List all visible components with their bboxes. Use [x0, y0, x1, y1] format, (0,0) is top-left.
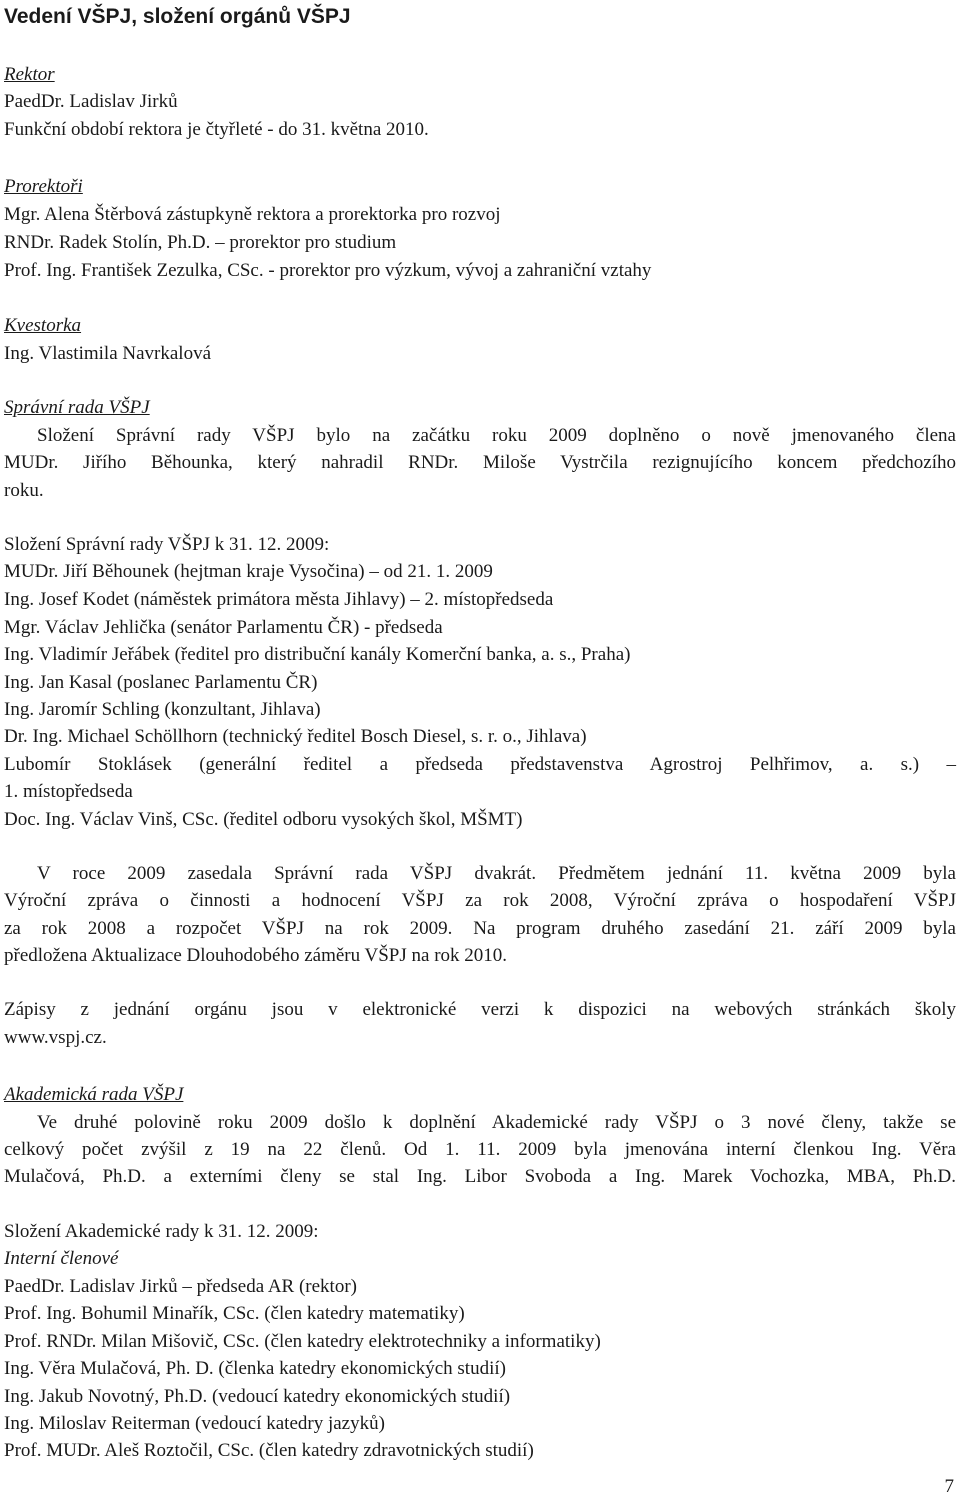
spravni-rada-member: Ing. Jaromír Schling (konzultant, Jihlava): [4, 699, 321, 720]
spravni-rada-meetings-line: V roce 2009 zasedala Správní rada VŠPJ dvakrát. Předmětem jednání 11. května 2009 byla: [37, 863, 956, 884]
akademicka-rada-intro-line: Ve druhé polovině roku 2009 došlo k doplnění Akademické rady VŠPJ o 3 nové členy, takže se: [37, 1112, 956, 1133]
spravni-rada-intro-line: MUDr. Jiřího Běhounka, který nahradil RNDr. Miloše Vystrčila rezignujícího koncem předchozího: [4, 452, 956, 473]
prorektor-item: RNDr. Radek Stolín, Ph.D. – prorektor pro studium: [4, 232, 397, 253]
spravni-rada-heading: Správní rada VŠPJ: [4, 397, 150, 418]
spravni-rada-member: Ing. Jan Kasal (poslanec Parlamentu ČR): [4, 672, 318, 693]
akademicka-rada-member: Ing. Miloslav Reiterman (vedoucí katedry jazyků): [4, 1413, 385, 1434]
akademicka-rada-member: Prof. MUDr. Aleš Roztočil, CSc. (člen katedry zdravotnických studií): [4, 1440, 534, 1461]
interni-clenove-heading: Interní členové: [4, 1248, 119, 1269]
spravni-rada-meetings-line: za rok 2008 a rozpočet VŠPJ na rok 2009. Na program druhého zasedání 21. září 2009 byla: [4, 918, 956, 939]
spravni-rada-records-line: www.vspj.cz.: [4, 1027, 107, 1048]
spravni-rada-composition-heading: Složení Správní rady VŠPJ k 31. 12. 2009:: [4, 534, 330, 555]
akademicka-rada-intro-line: Mulačová, Ph.D. a externími členy se stal Ing. Libor Svoboda a Ing. Marek Vochozka, MBA, Ph.D.: [4, 1166, 956, 1187]
spravni-rada-intro-line: roku.: [4, 480, 44, 501]
rektor-name: PaedDr. Ladislav Jirků: [4, 91, 178, 112]
akademicka-rada-member: Prof. RNDr. Milan Mišovič, CSc. (člen katedry elektrotechniky a informatiky): [4, 1331, 601, 1352]
akademicka-rada-heading: Akademická rada VŠPJ: [4, 1084, 184, 1105]
spravni-rada-member: Doc. Ing. Václav Vinš, CSc. (ředitel odboru vysokých škol, MŠMT): [4, 809, 523, 830]
page-title: Vedení VŠPJ, složení orgánů VŠPJ: [4, 5, 351, 28]
spravni-rada-intro-line: Složení Správní rady VŠPJ bylo na začátku roku 2009 doplněno o nově jmenovaného člena: [37, 425, 956, 446]
spravni-rada-meetings-line: Výroční zpráva o činnosti a hodnocení VŠPJ za rok 2008, Výroční zpráva o hospodaření VŠPJ: [4, 890, 956, 911]
spravni-rada-member: 1. místopředseda: [4, 781, 133, 802]
akademicka-rada-intro-line: celkový počet zvýšil z 19 na 22 členů. Od 1. 11. 2009 byla jmenována interní členkou Ing. Věra: [4, 1139, 956, 1160]
spravni-rada-member: Dr. Ing. Michael Schöllhorn (technický ředitel Bosch Diesel, s. r. o., Jihlava): [4, 726, 587, 747]
prorektori-heading: Prorektoři: [4, 176, 83, 197]
rektor-term: Funkční období rektora je čtyřleté - do 31. května 2010.: [4, 119, 429, 140]
page-number: 7: [944, 1476, 954, 1497]
spravni-rada-member: MUDr. Jiří Běhounek (hejtman kraje Vysočina) – od 21. 1. 2009: [4, 561, 493, 582]
akademicka-rada-member: Ing. Věra Mulačová, Ph. D. (členka katedry ekonomických studií): [4, 1358, 506, 1379]
spravni-rada-records-line: Zápisy z jednání orgánu jsou v elektronické verzi k dispozici na webových stránkách školy: [4, 999, 956, 1020]
spravni-rada-meetings-line: předložena Aktualizace Dlouhodobého záměru VŠPJ na rok 2010.: [4, 945, 508, 966]
kvestorka-heading: Kvestorka: [4, 315, 82, 336]
spravni-rada-member: Lubomír Stoklásek (generální ředitel a předseda představenstva Agrostroj Pelhřimov, a. s.) –: [4, 754, 956, 775]
akademicka-rada-composition-heading: Složení Akademické rady k 31. 12. 2009:: [4, 1221, 319, 1242]
akademicka-rada-member: Prof. Ing. Bohumil Minařík, CSc. (člen katedry matematiky): [4, 1303, 465, 1324]
spravni-rada-member: Ing. Josef Kodet (náměstek primátora města Jihlavy) – 2. místopředseda: [4, 589, 554, 610]
kvestorka-name: Ing. Vlastimila Navrkalová: [4, 343, 212, 364]
prorektor-item: Mgr. Alena Štěrbová zástupkyně rektora a prorektorka pro rozvoj: [4, 204, 501, 225]
rektor-heading: Rektor: [4, 64, 55, 85]
akademicka-rada-member: Ing. Jakub Novotný, Ph.D. (vedoucí katedry ekonomických studií): [4, 1386, 511, 1407]
akademicka-rada-member: PaedDr. Ladislav Jirků – předseda AR (rektor): [4, 1276, 357, 1297]
prorektor-item: Prof. Ing. František Zezulka, CSc. - prorektor pro výzkum, vývoj a zahraniční vztahy: [4, 260, 652, 281]
spravni-rada-member: Mgr. Václav Jehlička (senátor Parlamentu ČR) - předseda: [4, 617, 443, 638]
spravni-rada-member: Ing. Vladimír Jeřábek (ředitel pro distribuční kanály Komerční banka, a. s., Praha): [4, 644, 631, 665]
